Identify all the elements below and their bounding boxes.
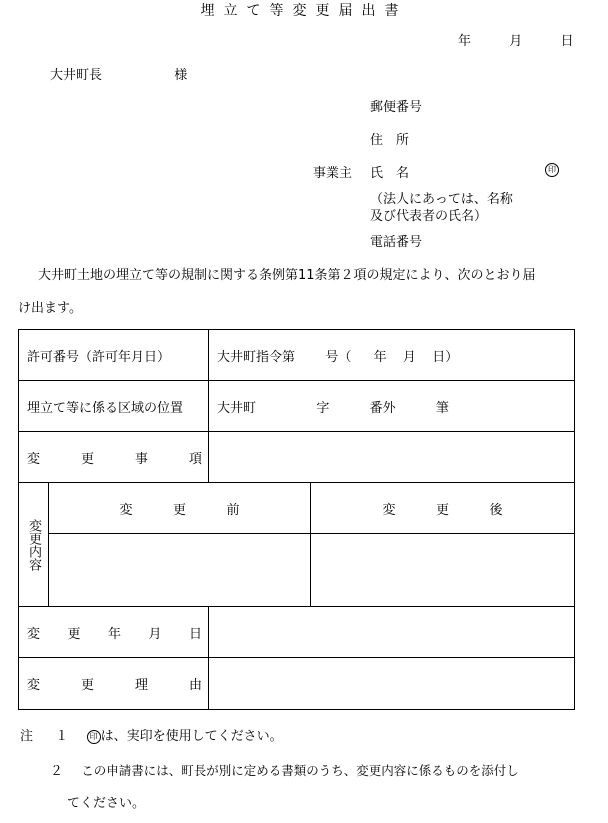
- note2-line1: この申請書には、町長が別に定める書類のうち、変更内容に係るものを添付し: [81, 763, 519, 778]
- permit-number-field[interactable]: [209, 330, 575, 381]
- location-label: 埋立て等に係る区域の位置: [19, 381, 209, 432]
- seal-mark: 印: [545, 163, 559, 177]
- note1-number: １: [55, 729, 69, 744]
- change-item-field[interactable]: [209, 432, 575, 483]
- date-day: 日: [560, 34, 574, 49]
- change-reason-field[interactable]: [209, 658, 575, 710]
- change-reason-char: 変: [27, 678, 41, 693]
- change-content-label: [19, 483, 49, 607]
- change-reason-char: 由: [189, 678, 203, 693]
- change-reason-char: 更: [81, 678, 95, 693]
- location-hitsu: 筆: [435, 400, 449, 416]
- permit-month: 月: [402, 349, 416, 365]
- change-date-char: 年: [108, 626, 122, 642]
- seal-icon: 印: [87, 730, 101, 744]
- change-item-char: 更: [81, 451, 95, 467]
- body-text-line1: 大井町土地の埋立て等の規制に関する条例第11条第２項の規定により、次のとおり届: [38, 268, 536, 283]
- change-date-char: 月: [148, 626, 162, 642]
- name-label: 氏 名: [370, 166, 410, 181]
- before-field[interactable]: [49, 534, 311, 607]
- corporation-note-line2: 及び代表者の氏名）: [370, 209, 488, 224]
- after-char: 更: [436, 502, 450, 518]
- change-item-char: 事: [135, 451, 149, 467]
- corporation-note-line1: （法人にあっては、名称: [370, 192, 513, 207]
- row-change-item: [19, 432, 575, 483]
- change-date-char: 変: [27, 626, 41, 642]
- permit-prefix: 大井町指令第: [217, 349, 296, 365]
- date-line: [458, 30, 574, 49]
- change-date-field[interactable]: [209, 607, 575, 658]
- notes-heading: 注: [20, 729, 34, 744]
- row-permit-number: [19, 330, 575, 381]
- before-char: 変: [119, 502, 133, 518]
- before-char: 前: [226, 502, 240, 518]
- row-change-reason: [19, 658, 575, 710]
- change-date-label: [19, 607, 209, 658]
- row-location: [19, 381, 575, 432]
- addressee: [50, 64, 187, 83]
- row-change-date: [19, 607, 575, 658]
- permit-go: 号（: [325, 349, 352, 365]
- change-reason-char: 理: [135, 678, 149, 693]
- after-char: 後: [489, 502, 503, 518]
- location-town: 大井町: [217, 400, 257, 416]
- title-text: 埋立て等変更届出書: [200, 3, 408, 19]
- body-text-line2: け出ます。: [18, 301, 82, 316]
- note2-number: ２: [50, 764, 64, 779]
- phone-label: 電話番号: [370, 235, 423, 250]
- address-label: 住 所: [370, 133, 410, 148]
- document-title: [0, 0, 608, 20]
- addressee-honorific: 様: [174, 68, 188, 83]
- row-change-header: [19, 483, 575, 534]
- note1-text: は、実印を使用してください。: [100, 729, 283, 744]
- change-item-char: 変: [27, 451, 41, 467]
- change-form-table: [18, 329, 575, 710]
- location-aza: 字: [316, 400, 330, 416]
- postal-code-label: 郵便番号: [370, 100, 423, 115]
- date-month: 月: [509, 34, 523, 49]
- after-char: 変: [382, 502, 396, 518]
- location-field[interactable]: [209, 381, 575, 432]
- permit-number-label: 許可番号（許可年月日）: [19, 330, 209, 381]
- addressee-name: 大井町長: [50, 68, 103, 83]
- applicant-label: 事業主: [313, 166, 353, 181]
- before-char: 更: [172, 502, 186, 518]
- date-year: 年: [458, 34, 472, 49]
- change-item-char: 項: [189, 451, 203, 467]
- change-date-char: 更: [67, 626, 81, 642]
- seal-icon: [545, 162, 559, 177]
- change-date-char: 日: [189, 626, 203, 642]
- permit-day: 日）: [432, 349, 459, 365]
- note-1: [20, 725, 283, 744]
- change-item-label: [19, 432, 209, 483]
- permit-year: 年: [373, 349, 387, 365]
- change-reason-label: [19, 658, 209, 710]
- note-2: [50, 760, 519, 779]
- after-field[interactable]: [311, 534, 575, 607]
- change-content-text: 変更内容: [26, 518, 41, 571]
- note2-line2: てください。: [67, 796, 146, 811]
- row-change-content: [19, 534, 575, 607]
- location-banchi: 番外: [369, 400, 396, 416]
- after-header: [311, 483, 575, 534]
- before-header: [49, 483, 311, 534]
